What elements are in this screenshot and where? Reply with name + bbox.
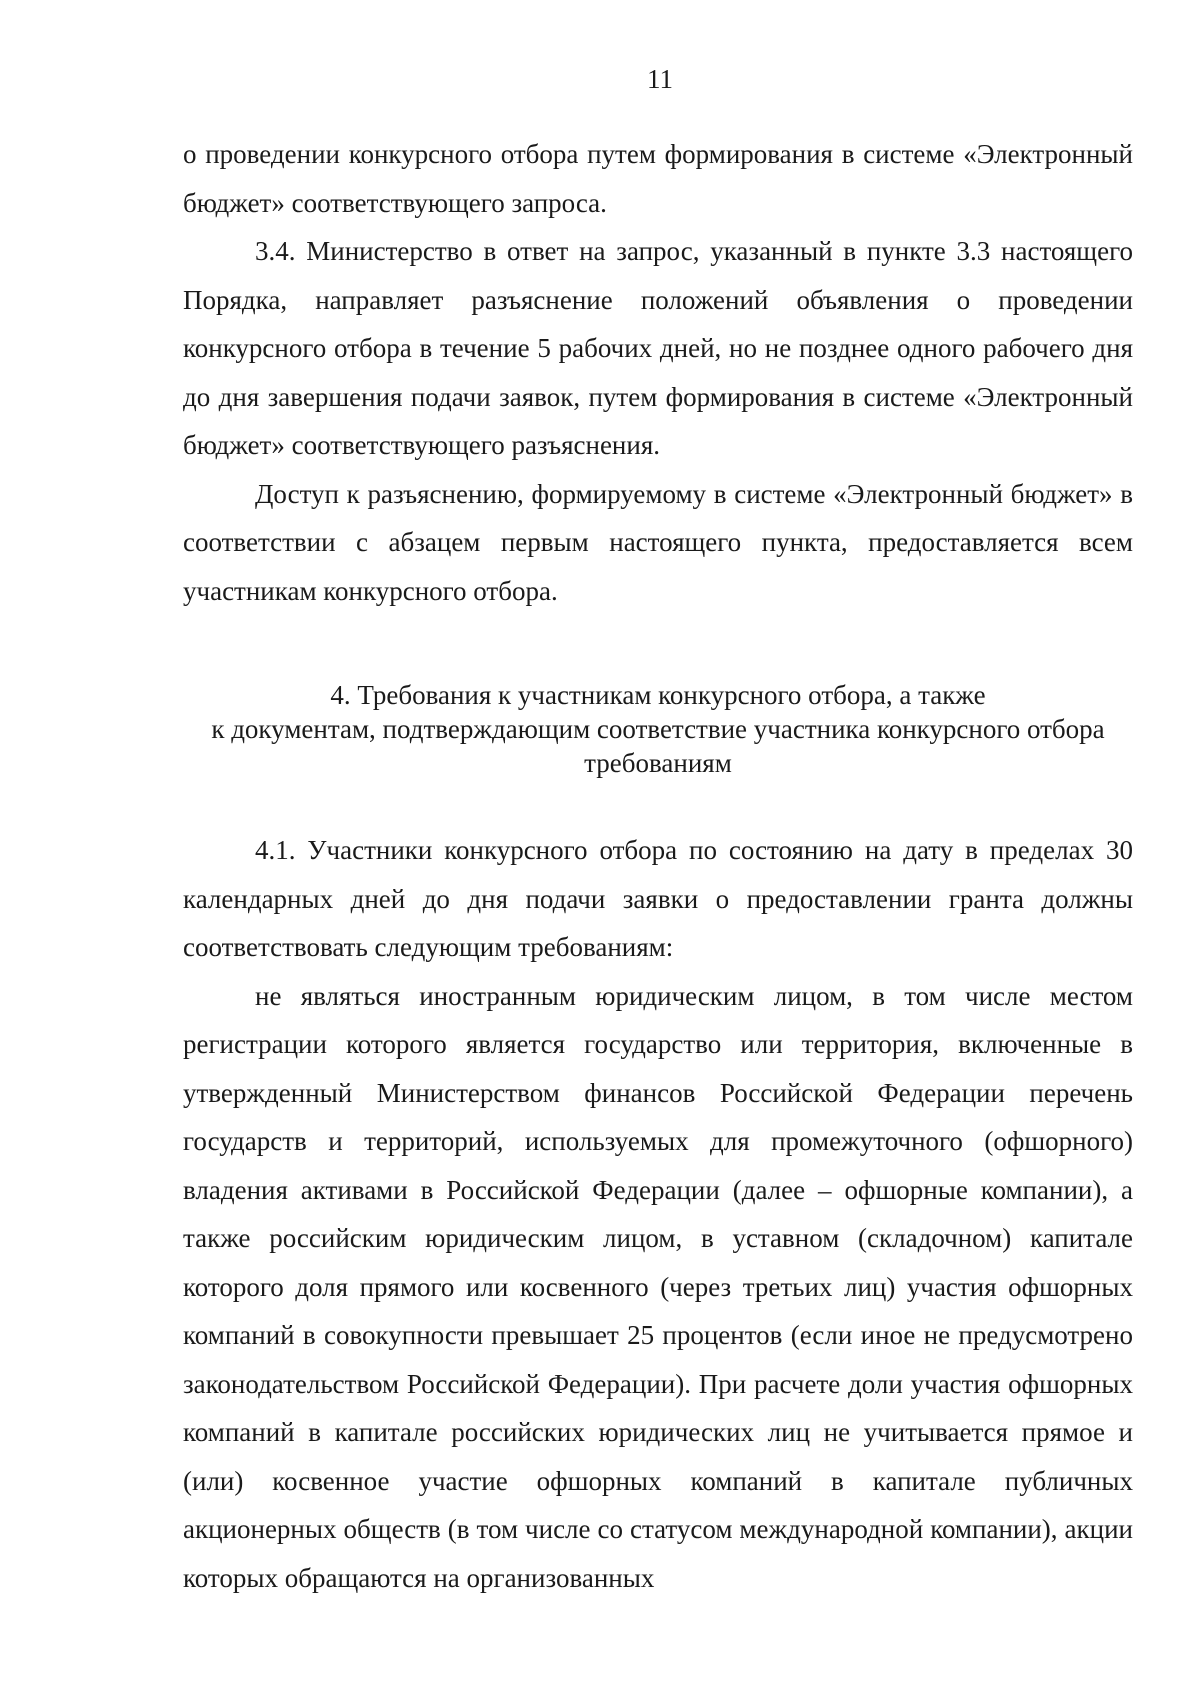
page-number: 11 bbox=[647, 64, 673, 94]
section-heading-line-1: 4. Требования к участникам конкурсного отбора, а также bbox=[330, 680, 986, 710]
section-heading bbox=[183, 678, 1133, 780]
section-heading-line-3: требованиям bbox=[584, 748, 732, 778]
paragraph-continuation: о проведении конкурсного отбора путем формирования в системе «Электронный бюджет» соответствующего запроса. bbox=[183, 139, 1133, 218]
top-text-block bbox=[183, 130, 1133, 615]
main-text-block bbox=[183, 826, 1133, 1602]
paragraph-access: Доступ к разъяснению, формируемому в системе «Электронный бюджет» в соответствии с абзацем первым настоящего пункта, предоставляется всем участникам конкурсного отбора. bbox=[183, 478, 1133, 606]
paragraph-4-1: 4.1. Участники конкурсного отбора по состоянию на дату в пределах 30 календарных дней до дня подачи заявки о предоставлении гранта должны соответствовать следующим требованиям: bbox=[183, 835, 1133, 962]
paragraph-offshore: не являться иностранным юридическим лицом, в том числе местом регистрации которого является государство или территория, включенные в утвержденный Министерством финансов Российской Федерации перечень государств и территорий, используемых для промежуточного (офшорного) владения активами в Российской Федерации (далее – офшорные компании), а также российским юридическим лицом, в уставном (складочном) капитале которого доля прямого или косвенного (через третьих лиц) участия офшорных компаний в совокупности превышает 25 процентов (если иное не предусмотрено законодательством Российской Федерации). При расчете доли участия офшорных компаний в капитале российских юридических лиц не учитывается прямое и (или) косвенное участие офшорных компаний в капитале публичных акционерных обществ (в том числе со статусом международной компании), акции которых обращаются на организованных bbox=[183, 980, 1133, 1593]
section-heading-line-2: к документам, подтверждающим соответствие участника конкурсного отбора bbox=[211, 714, 1105, 744]
paragraph-3-4: 3.4. Министерство в ответ на запрос, указанный в пункте 3.3 настоящего Порядка, направляет разъяснение положений объявления о проведении конкурсного отбора в течение 5 рабочих дней, но не позднее одного рабочего дня до дня завершения подачи заявок, путем формирования в системе «Электронный бюджет» соответствующего разъяснения. bbox=[183, 236, 1133, 460]
